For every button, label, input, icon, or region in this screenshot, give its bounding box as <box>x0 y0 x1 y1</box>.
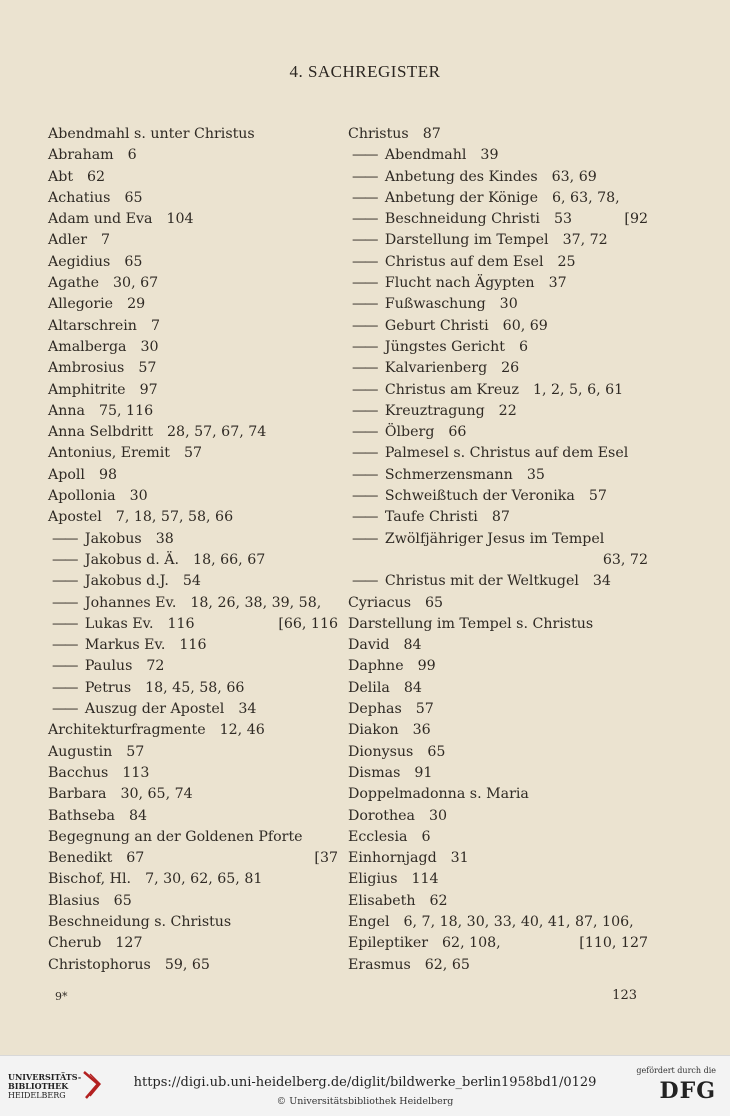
library-name-line2: BIBLIOTHEK <box>8 1081 69 1091</box>
entry-term: Amphitrite <box>48 381 126 398</box>
entry-page-refs: 30 <box>140 338 159 355</box>
entry-term: Achatius <box>48 189 111 206</box>
entry-page-refs: 18, 45, 58, 66 <box>145 679 245 696</box>
entry-term: Bacchus <box>48 764 109 781</box>
index-entry <box>348 806 648 827</box>
index-entry <box>348 763 648 784</box>
index-subentry <box>348 507 648 528</box>
entry-term: Dephas <box>348 701 402 718</box>
entry-page-refs: 116 <box>167 615 195 632</box>
entry-page-refs: 6, 63, 78, <box>552 189 620 206</box>
entry-page-refs: 60, 69 <box>502 317 548 334</box>
entry-page-refs: 84 <box>403 679 422 696</box>
entry-page-refs: 97 <box>139 381 158 398</box>
entry-page-refs: 116 <box>179 637 207 654</box>
entry-page-refs: 113 <box>122 764 150 781</box>
entry-term: —— Jakobus <box>52 531 142 547</box>
index-subentry <box>348 294 648 315</box>
entry-page-refs: 6 <box>127 147 137 164</box>
dfg-logo[interactable]: DFG <box>659 1078 716 1104</box>
entry-term: Apoll <box>48 466 85 483</box>
entry-page-refs: 30 <box>499 296 518 313</box>
entry-page-refs: 31 <box>450 850 469 867</box>
entry-term: Bathseba <box>48 807 115 824</box>
entry-term: Doppelmadonna s. Maria <box>348 786 529 803</box>
entry-term: Adler <box>48 232 88 249</box>
index-entry <box>348 656 648 677</box>
index-entry <box>48 848 338 869</box>
index-subentry <box>348 316 648 337</box>
entry-page-refs: 6 <box>518 338 528 355</box>
index-entry <box>48 145 338 166</box>
index-entry <box>348 955 648 976</box>
entry-term: Barbara <box>48 786 107 803</box>
entry-term: —— Christus am Kreuz <box>352 382 519 398</box>
entry-page-refs: 98 <box>98 466 118 483</box>
index-entry <box>48 401 338 422</box>
entry-term: Darstellung im Tempel s. Christus <box>348 615 594 632</box>
entry-page-refs: 36 <box>412 722 431 739</box>
library-name-line3: HEIDELBERG <box>8 1091 66 1100</box>
index-entry <box>48 252 338 273</box>
index-subentry <box>48 550 338 571</box>
index-entry <box>348 614 648 635</box>
index-entry <box>48 465 338 486</box>
index-subentry <box>348 422 648 443</box>
entry-page-refs: 62, 108, <box>442 935 501 952</box>
entry-term: Beschneidung s. Christus <box>48 913 232 930</box>
index-entry <box>348 678 648 699</box>
index-subentry <box>348 571 648 592</box>
entry-term: Einhornjagd <box>348 850 437 867</box>
index-subentry <box>48 593 338 614</box>
entry-page-refs: 87 <box>491 509 510 526</box>
entry-page-refs: 37, 72 <box>562 232 608 249</box>
entry-page-refs: 99 <box>417 658 436 675</box>
entry-term: Abt <box>48 168 74 185</box>
entry-term: —— Kalvarienberg <box>352 360 487 376</box>
permalink-url[interactable]: https://digi.ub.uni-heidelberg.de/diglit/bildwerke_berlin1958bd1/0129 <box>133 1075 597 1090</box>
index-entry <box>348 891 648 912</box>
entry-page-refs: 66 <box>448 424 467 441</box>
entry-page-refs: 127 <box>115 935 143 952</box>
entry-page-refs: 53 <box>553 211 572 228</box>
entry-page-refs: 84 <box>403 637 422 654</box>
entry-continued-refs: [66, 116 <box>278 615 338 632</box>
index-entry <box>348 827 648 848</box>
signature-mark: 9* <box>55 990 68 1003</box>
entry-term: Engel <box>348 913 390 930</box>
index-subentry <box>48 678 338 699</box>
entry-page-refs: 7 <box>150 317 160 334</box>
entry-page-refs: 114 <box>411 871 439 888</box>
index-entry <box>348 784 648 805</box>
entry-term: Ecclesia <box>348 828 408 845</box>
index-subentry <box>348 486 648 507</box>
index-entry <box>348 742 648 763</box>
index-entry <box>48 443 338 464</box>
entry-term: —— Jakobus d. Ä. <box>52 552 179 568</box>
entry-term: Benedikt <box>48 850 113 867</box>
index-entry <box>48 742 338 763</box>
index-subentry <box>348 167 648 188</box>
index-entry <box>48 933 338 954</box>
entry-page-refs: 18, 26, 38, 39, 58, <box>190 594 322 611</box>
index-entry <box>348 124 648 145</box>
index-entry <box>348 593 648 614</box>
entry-page-refs: 39 <box>480 147 499 164</box>
entry-term: —— Schweißtuch der Veronika <box>352 488 575 504</box>
entry-term: —— Jakobus d.J. <box>52 573 169 589</box>
entry-term: Amalberga <box>48 338 127 355</box>
entry-term: —— Schmerzensmann <box>352 467 513 483</box>
entry-term: Dionysus <box>348 743 414 760</box>
index-subentry <box>348 145 648 166</box>
entry-term: Christus <box>348 126 409 142</box>
entry-page-refs: 22 <box>498 402 517 419</box>
entry-term: Blasius <box>48 892 100 909</box>
entry-term: Anna <box>48 402 85 419</box>
entry-term: Dismas <box>348 764 401 781</box>
index-entry <box>48 912 338 933</box>
entry-page-refs: 63, 72 <box>602 551 648 568</box>
index-entry <box>48 806 338 827</box>
entry-term: —— Paulus <box>52 658 132 674</box>
entry-term: Elisabeth <box>348 892 416 909</box>
entry-page-refs: 57 <box>138 360 157 377</box>
entry-term: Erasmus <box>348 956 411 973</box>
entry-term: —— Anbetung der Könige <box>352 190 538 206</box>
entry-page-refs: 91 <box>414 764 433 781</box>
entry-term: —— Beschneidung Christi <box>352 211 540 227</box>
entry-page-refs: 65 <box>427 743 446 760</box>
entry-term: —— Lukas Ev. <box>52 616 154 632</box>
index-entry <box>48 955 338 976</box>
entry-term: Begegnung an der Goldenen Pforte <box>48 828 303 845</box>
entry-term: Agathe <box>48 275 100 292</box>
index-entry <box>48 486 338 507</box>
entry-page-refs: 34 <box>592 573 611 590</box>
entry-term: —— Fußwaschung <box>352 296 486 312</box>
index-entry <box>48 869 338 890</box>
entry-page-refs: 65 <box>124 253 143 270</box>
index-entry <box>48 188 338 209</box>
entry-page-refs: 12, 46 <box>219 722 265 739</box>
page-number: 123 <box>612 988 637 1003</box>
entry-term: —— Markus Ev. <box>52 637 165 653</box>
entry-page-refs: 87 <box>422 126 441 142</box>
index-entry <box>48 124 338 145</box>
index-entry <box>348 720 648 741</box>
entry-page-refs: 63, 69 <box>551 168 597 185</box>
entry-term: Aegidius <box>48 253 111 270</box>
entry-term: —— Auszug der Apostel <box>52 701 224 717</box>
index-entry <box>348 550 648 571</box>
entry-term: —— Christus mit der Weltkugel <box>352 573 579 589</box>
entry-page-refs: 65 <box>425 594 444 611</box>
entry-page-refs: 62 <box>429 892 448 909</box>
entry-page-refs: 62 <box>87 168 106 185</box>
entry-term: Dorothea <box>348 807 415 824</box>
entry-term: Altarschrein <box>48 317 137 334</box>
entry-term: Adam und Eva <box>48 211 153 228</box>
index-subentry <box>348 380 648 401</box>
entry-page-refs: 67 <box>126 850 145 867</box>
entry-term: Allegorie <box>48 296 114 313</box>
index-entry <box>48 507 338 528</box>
index-entry <box>48 720 338 741</box>
entry-continued-refs: [37 <box>314 850 338 867</box>
copyright-notice: © Universitätsbibliothek Heidelberg <box>276 1096 454 1107</box>
entry-term: —— Taufe Christi <box>352 509 478 525</box>
entry-page-refs: 7 <box>101 232 111 249</box>
entry-term: Apollonia <box>48 488 116 505</box>
entry-term: Apostel <box>48 509 102 526</box>
index-entry <box>48 827 338 848</box>
index-subentry <box>348 443 648 464</box>
index-subentry <box>348 337 648 358</box>
entry-page-refs: 1, 2, 5, 6, 61 <box>532 381 624 398</box>
index-subentry <box>348 273 648 294</box>
index-subentry <box>348 252 648 273</box>
index-subentry <box>48 656 338 677</box>
index-entry <box>48 209 338 230</box>
index-entry <box>48 230 338 251</box>
entry-page-refs: 72 <box>146 658 165 675</box>
entry-page-refs: 29 <box>127 296 146 313</box>
index-entry <box>348 912 648 933</box>
entry-page-refs: 37 <box>548 275 567 292</box>
entry-term: —— Flucht nach Ägypten <box>352 275 535 291</box>
index-entry <box>348 635 648 656</box>
index-entry <box>348 869 648 890</box>
entry-term: —— Christus auf dem Esel <box>352 254 543 270</box>
entry-term: —— Johannes Ev. <box>52 595 176 611</box>
entry-page-refs: 7, 30, 62, 65, 81 <box>145 871 263 888</box>
index-entry <box>348 699 648 720</box>
entry-term: Abraham <box>48 147 114 164</box>
entry-term: —— Zwölfjähriger Jesus im Tempel <box>352 531 604 547</box>
entry-page-refs: 104 <box>166 211 194 228</box>
entry-term: Architekturfragmente <box>48 722 206 739</box>
entry-continued-refs: [110, 127 <box>579 935 648 952</box>
entry-page-refs: 75, 116 <box>98 402 154 419</box>
index-subentry <box>48 571 338 592</box>
entry-term: —— Kreuztragung <box>352 403 485 419</box>
entry-term: —— Abendmahl <box>352 147 466 163</box>
index-subentry <box>48 699 338 720</box>
index-subentry <box>48 635 338 656</box>
index-entry <box>348 933 648 954</box>
index-entry <box>48 273 338 294</box>
entry-page-refs: 57 <box>126 743 145 760</box>
entry-page-refs: 54 <box>182 573 201 590</box>
entry-term: Christophorus <box>48 956 151 973</box>
index-column-right <box>348 124 648 976</box>
entry-term: Cyriacus <box>348 594 412 611</box>
entry-page-refs: 28, 57, 67, 74 <box>167 424 267 441</box>
index-column-left <box>48 124 338 976</box>
funding-label: gefördert durch die <box>636 1066 716 1075</box>
entry-page-refs: 6, 7, 18, 30, 33, 40, 41, 87, 106, <box>403 913 634 930</box>
entry-page-refs: 30, 65, 74 <box>120 786 193 803</box>
index-subentry <box>348 401 648 422</box>
page-title: 4. SACHREGISTER <box>289 62 441 81</box>
entry-term: —— Petrus <box>52 680 131 696</box>
entry-term: Diakon <box>348 722 399 739</box>
entry-term: Epileptiker <box>348 935 429 952</box>
entry-page-refs: 57 <box>415 701 434 718</box>
index-entry <box>48 763 338 784</box>
entry-page-refs: 30 <box>428 807 447 824</box>
entry-term: Daphne <box>348 658 404 675</box>
entry-page-refs: 59, 65 <box>164 956 210 973</box>
entry-page-refs: 57 <box>183 445 203 462</box>
entry-page-refs: 6 <box>421 828 431 845</box>
index-subentry <box>48 614 338 635</box>
index-subentry <box>348 209 648 230</box>
index-entry <box>48 294 338 315</box>
entry-page-refs: 57 <box>588 488 607 505</box>
entry-page-refs: 62, 65 <box>424 956 470 973</box>
entry-page-refs: 26 <box>501 360 520 377</box>
entry-term: Ambrosius <box>48 360 125 377</box>
library-name-line1: UNIVERSITÄTS- <box>8 1072 82 1082</box>
entry-term: Delila <box>348 679 390 696</box>
entry-page-refs: 84 <box>128 807 148 824</box>
entry-page-refs: 38 <box>155 530 174 547</box>
index-entry <box>48 337 338 358</box>
entry-page-refs: 34 <box>238 701 257 718</box>
entry-page-refs: 65 <box>113 892 132 909</box>
index-subentry <box>348 465 648 486</box>
index-entry <box>48 380 338 401</box>
index-entry <box>48 316 338 337</box>
index-subentry <box>348 529 648 550</box>
entry-term: Cherub <box>48 935 102 952</box>
entry-term: Bischof, Hl. <box>48 871 132 888</box>
entry-page-refs: 35 <box>526 466 545 483</box>
entry-term: Eligius <box>348 871 398 888</box>
entry-term: —— Jüngstes Gericht <box>352 339 505 355</box>
index-subentry <box>348 188 648 209</box>
entry-term: Abendmahl s. unter Christus <box>48 126 255 142</box>
entry-term: —— Geburt Christi <box>352 318 489 334</box>
index-entry <box>48 422 338 443</box>
index-entry <box>48 784 338 805</box>
index-entry <box>48 167 338 188</box>
entry-continued-refs: [92 <box>624 211 648 228</box>
index-entry <box>348 848 648 869</box>
entry-page-refs: 65 <box>124 189 143 206</box>
entry-page-refs: 30 <box>129 488 148 505</box>
entry-term: —— Darstellung im Tempel <box>352 232 549 248</box>
index-entry <box>48 358 338 379</box>
index-entry <box>48 891 338 912</box>
entry-page-refs: 25 <box>557 253 576 270</box>
entry-page-refs: 7, 18, 57, 58, 66 <box>115 509 234 526</box>
entry-term: Antonius, Eremit <box>48 445 170 462</box>
entry-page-refs: 30, 67 <box>113 275 159 292</box>
entry-term: Anna Selbdritt <box>48 424 154 441</box>
entry-page-refs: 18, 66, 67 <box>193 551 266 568</box>
entry-term: David <box>348 637 390 654</box>
index-subentry <box>348 358 648 379</box>
entry-term: —— Ölberg <box>352 424 434 440</box>
entry-term: Augustin <box>48 743 113 760</box>
entry-term: —— Anbetung des Kindes <box>352 169 538 185</box>
entry-term: —— Palmesel s. Christus auf dem Esel <box>352 445 628 461</box>
index-subentry <box>48 529 338 550</box>
index-subentry <box>348 230 648 251</box>
